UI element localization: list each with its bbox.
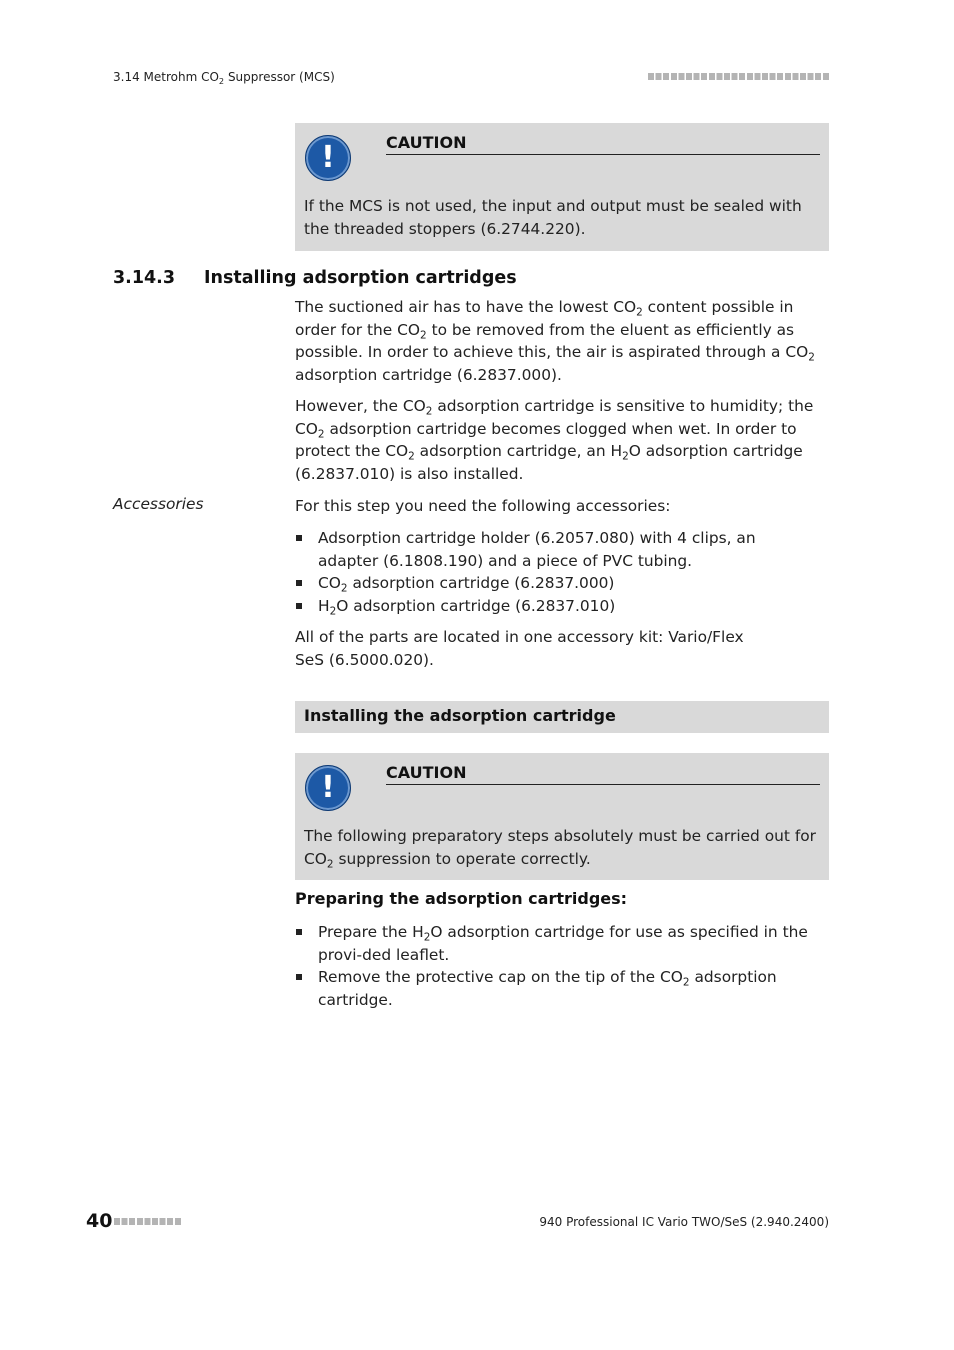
caution-text: The following preparatory steps absolutely must be carried out for $CO_2$ suppression to operate correctly. <box>304 827 816 871</box>
caution-box <box>295 753 829 880</box>
list-item: $H_2O$ adsorption cartridge (6.2837.010) <box>295 595 795 618</box>
subsection-heading: Installing the adsorption cartridge <box>295 701 829 733</box>
caution-box <box>295 123 829 251</box>
list-item: Adsorption cartridge holder (6.2057.080) with 4 clips, an adapter (6.1808.190) and a piece of PVC tubing. <box>295 527 795 572</box>
accessory-kit-note: All of the parts are located in one accessory kit: Vario/Flex SeS (6.5000.020). <box>295 628 744 669</box>
paragraph-humidity: However, the $CO_2$ adsorption cartridge is sensitive to humidity; the $CO_2$ adsorption cartridge becomes clogged when wet. In order to protect the $CO_2$ adsorption cartridge, an $H_2O$ adsorption cartridge (6.2837.010) is also installed. <box>295 397 814 483</box>
footer-product: 940 Professional IC Vario TWO/SeS (2.940.2400) <box>539 1215 829 1229</box>
caution-title: CAUTION <box>386 133 820 155</box>
section-number: 3.14.3 <box>113 268 176 288</box>
list-item: Prepare the $H_2O$ adsorption cartridge for use as specified in the provi-ded leaflet. <box>295 921 835 966</box>
list-item: Remove the protective cap on the tip of the $CO_2$ adsorption cartridge. <box>295 966 835 1011</box>
running-header: 3.14 Metrohm $CO_2$ Suppressor (MCS) <box>113 70 335 86</box>
caution-title: CAUTION <box>386 763 820 785</box>
paragraph-suctioned-air: The suctioned air has to have the lowest $CO_2$ content possible in order for the $CO_2$ to be removed from the eluent as efficiently as possible. In order to achieve this, the air is aspirated through a $CO_2$ adsorption cartridge (6.2837.000). <box>295 298 815 384</box>
accessories-label: Accessories <box>113 495 204 513</box>
footer-dot-bar <box>114 1218 182 1225</box>
preparing-list <box>295 921 835 1011</box>
exclamation-circle-icon: ! <box>305 135 351 181</box>
exclamation-circle-icon: ! <box>305 765 351 811</box>
accessories-intro: For this step you need the following accessories: <box>295 497 671 515</box>
section-title: Installing adsorption cartridges <box>204 268 517 288</box>
list-item: $CO_2$ adsorption cartridge (6.2837.000) <box>295 572 795 595</box>
caution-text: If the MCS is not used, the input and output must be sealed with the threaded stoppers (6.2744.220). <box>304 197 802 238</box>
preparing-label: Preparing the adsorption cartridges: <box>295 889 628 908</box>
header-dot-bar <box>648 73 829 80</box>
page-number: 40 <box>86 1210 113 1232</box>
accessories-list <box>295 527 795 617</box>
section-heading <box>113 268 517 288</box>
